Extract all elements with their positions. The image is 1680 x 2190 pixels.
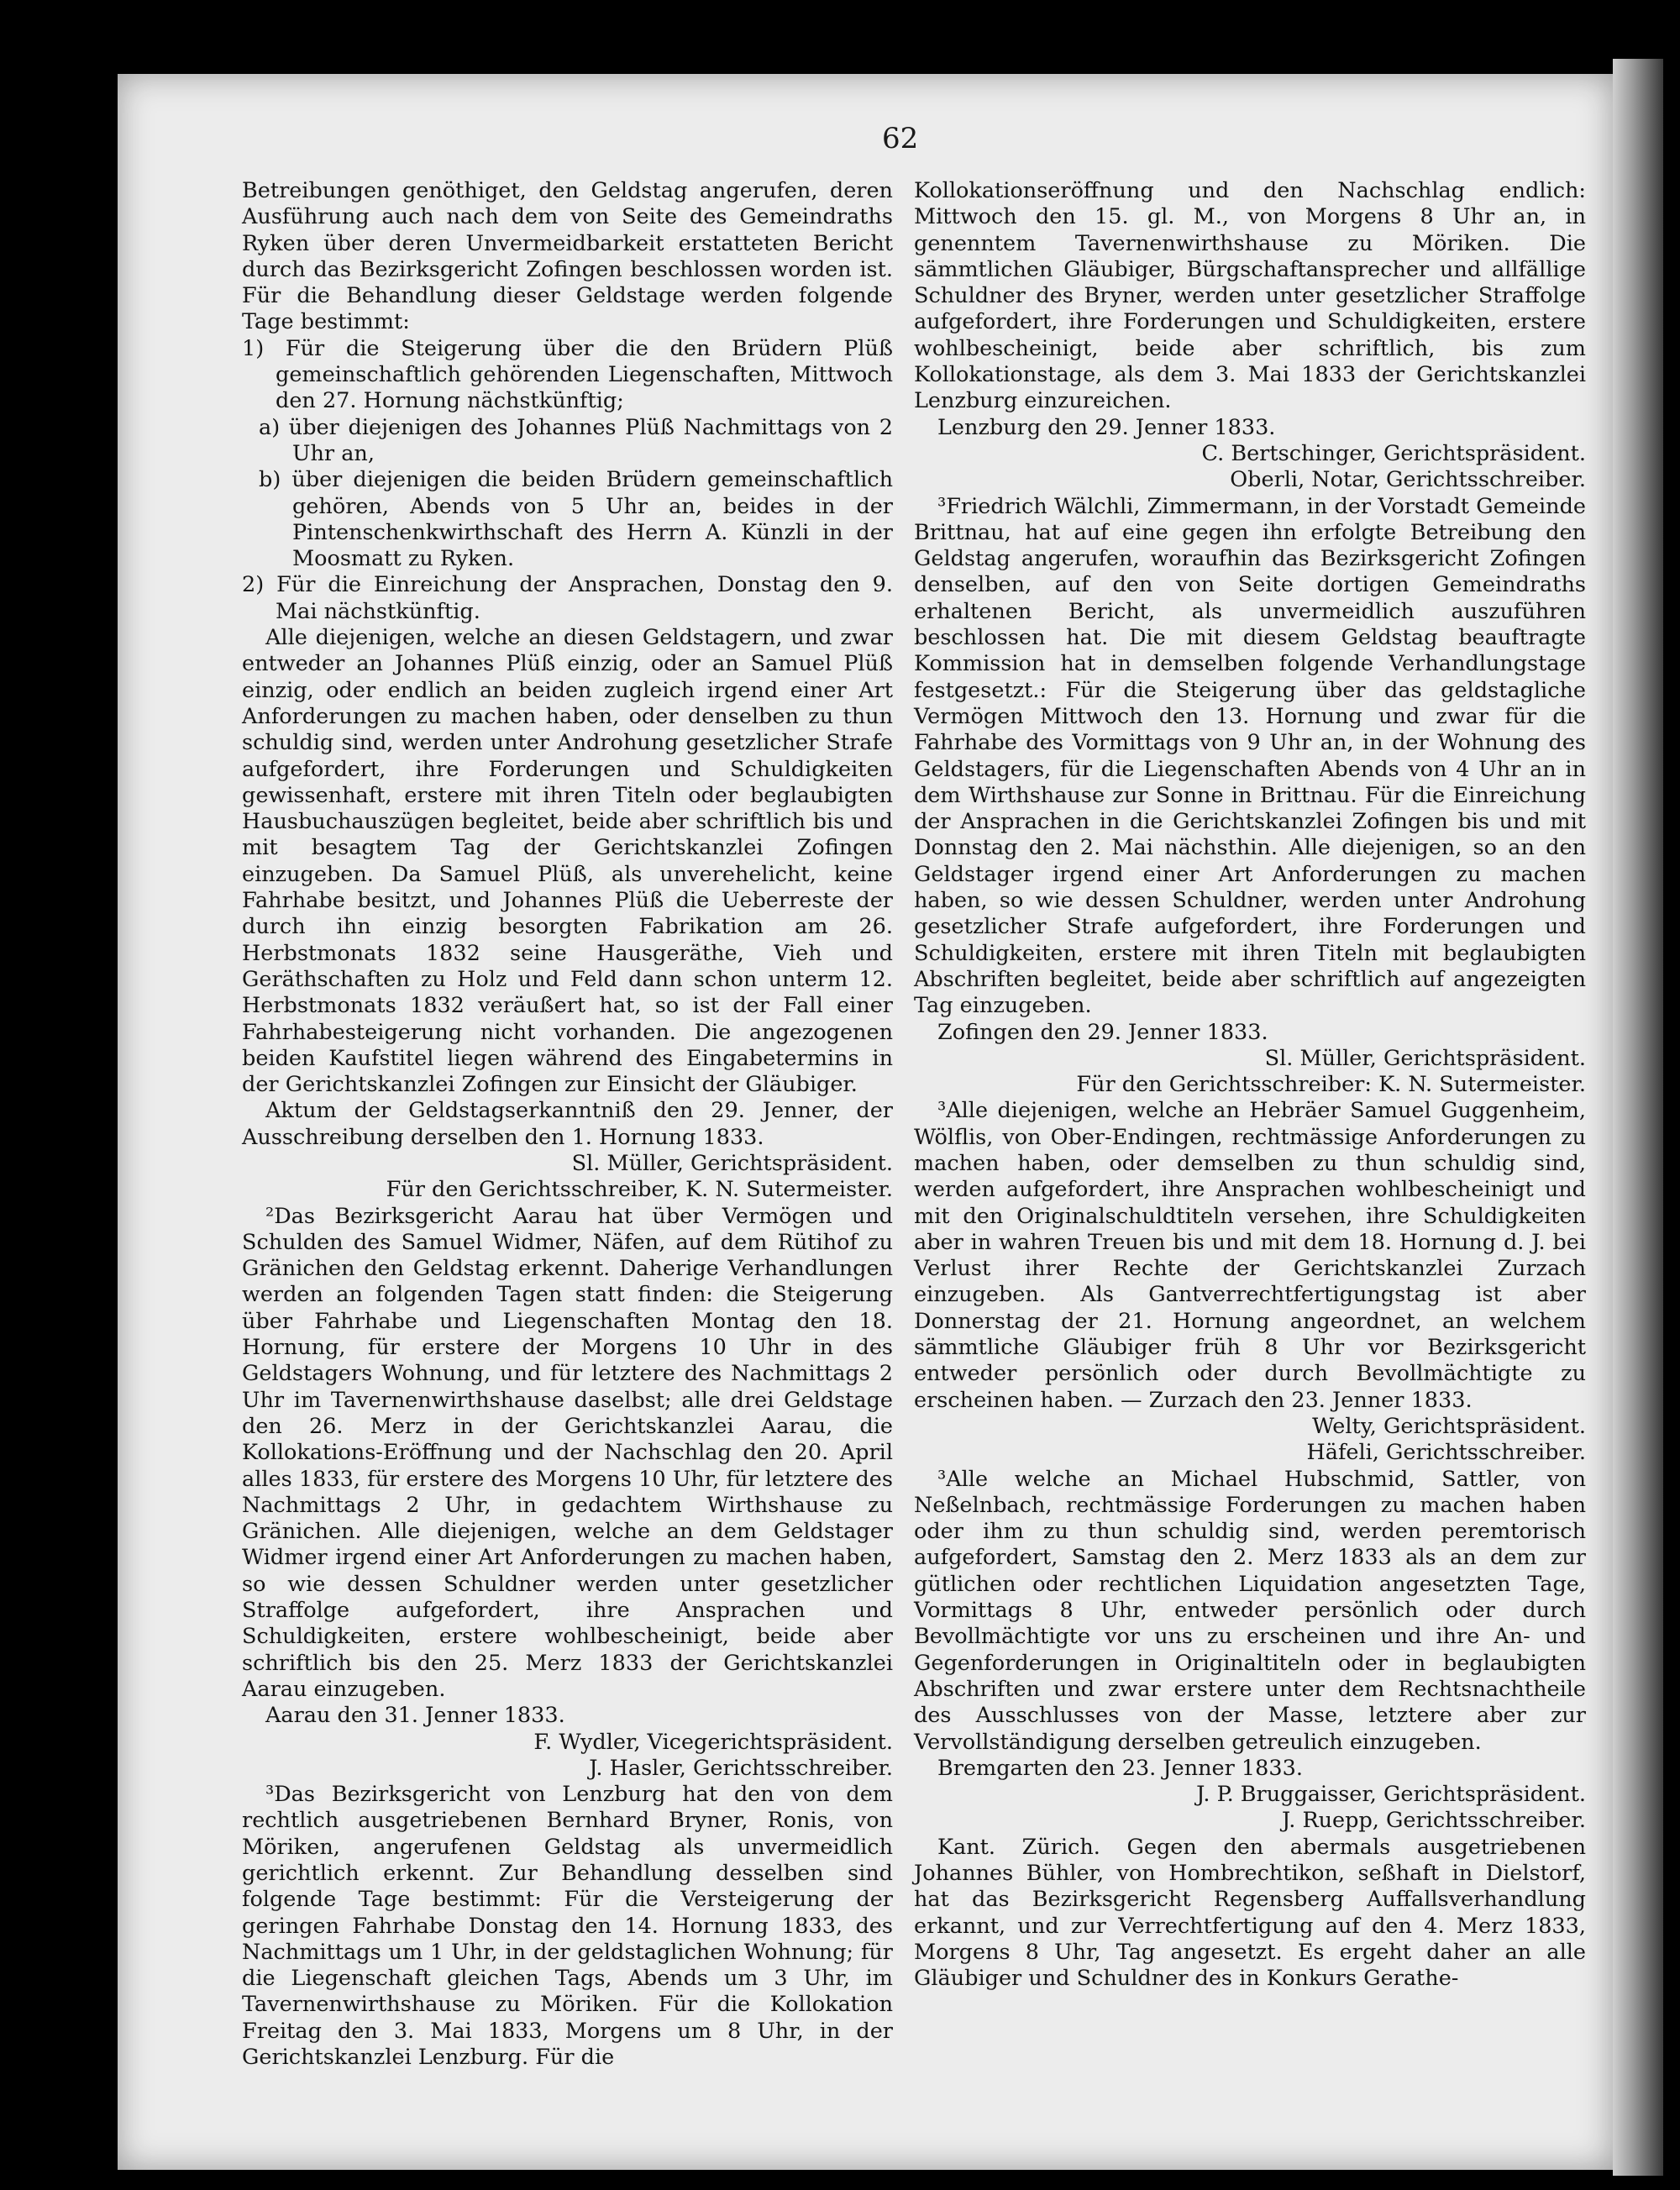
paragraph: Für den Gerichtsschreiber, K. N. Sutermeister. bbox=[386, 1177, 893, 1203]
paragraph: Sl. Müller, Gerichtspräsident. bbox=[1264, 1045, 1586, 1071]
paragraph: 1) Für die Steigerung über die den Brüdern Plüß gemeinschaftlich gehörenden Liegenschaften, Mittwoch den 27. Hornung nächstkünftig; bbox=[242, 335, 893, 414]
paragraph: Aktum der Geldstagserkanntniß den 29. Jenner, der Ausschreibung derselben den 1. Hornung 1833. bbox=[242, 1098, 893, 1150]
paragraph: Welty, Gerichtspräsident. bbox=[1312, 1413, 1586, 1439]
paragraph: ²Das Bezirksgericht Aarau hat über Vermögen und Schulden des Samuel Widmer, Näfen, auf dem Rütihof zu Gränichen den Geldstag erkennt. Daherige Verhandlungen werden an folgenden Tagen statt finden: die Steigerung über Fahrhabe und Liegenschaften Montag den 18. Hornung, für erstere der Morgens 10 Uhr in des Geldstagers Wohnung, und für letztere des Nachmittags 2 Uhr im Tavernenwirthshause daselbst; alle drei Geldstage den 26. Merz in der Gerichtskanzlei Aarau, die Kollokations-Eröffnung und der Nachschlag den 20. April alles 1833, für erstere des Morgens 10 Uhr, für letztere des Nachmittags 2 Uhr, in gedachtem Wirthshause zu Gränichen. Alle diejenigen, welche an dem Geldstager Widmer irgend einer Art Anforderungen zu machen haben, so wie dessen Schuldner werden unter gesetzlicher Straffolge aufgefordert, ihre Ansprachen und Schuldigkeiten, erstere wohlbescheinigt, beide aber schriftlich bis den 25. Merz 1833 der Gerichtskanzlei Aarau einzugeben. bbox=[242, 1203, 893, 1702]
page-edge bbox=[1613, 59, 1663, 2176]
paragraph: b) über diejenigen die beiden Brüdern gemeinschaftlich gehören, Abends von 5 Uhr an, beides in der Pintenschenkwirthschaft des Herrn A. Künzli in der Moosmatt zu Ryken. bbox=[259, 467, 893, 572]
paragraph: Alle diejenigen, welche an diesen Geldstagern, und zwar entweder an Johannes Plüß einzig, oder an Samuel Plüß einzig, oder endlich an beiden zugleich irgend einer Art Anforderungen zu machen haben, oder denselben zu thun schuldig sind, werden unter Androhung gesetzlicher Strafe aufgefordert, ihre Forderungen und Schuldigkeiten gewissenhaft, erstere mit ihren Titeln oder beglaubigten Hausbuchauszügen begleitet, beide aber schriftlich bis und mit besagtem Tag der Gerichtskanzlei Zofingen einzugeben. Da Samuel Plüß, als unverehelicht, keine Fahrhabe besitzt, und Johannes Plüß die Ueberreste der durch ihn einzig besorgten Fabrikation am 26. Herbstmonats 1832 seine Hausgeräthe, Vieh und Geräthschaften zu Holz und Feld dann schon unterm 12. Herbstmonats 1832 veräußert hat, so ist der Fall einer Fahrhabesteigerung nicht vorhanden. Die angezogenen beiden Kaufstitel liegen während des Eingabetermins in der Gerichtskanzlei Zofingen zur Einsicht der Gläubiger. bbox=[242, 625, 893, 1098]
page-number: 62 bbox=[882, 122, 919, 155]
paragraph: Kant. Zürich. Gegen den abermals ausgetriebenen Johannes Bühler, von Hombrechtikon, seßhaft in Dielstorf, hat das Bezirksgericht Regensberg Auffallsverhandlung erkannt, und zur Verrechtfertigung auf den 4. Merz 1833, Morgens 8 Uhr, Tag angesetzt. Es ergeht daher an alle Gläubiger und Schuldner des in Konkurs Gerathe- bbox=[914, 1834, 1586, 1992]
paragraph: Häfeli, Gerichtsschreiber. bbox=[1306, 1440, 1586, 1466]
paragraph: Kollokationseröffnung und den Nachschlag endlich: Mittwoch den 15. gl. M., von Morgens 8 Uhr an, in genenntem Tavernenwirthshause zu Möriken. Die sämmtlichen Gläubiger, Bürgschaftansprecher und allfällige Schuldner des Bryner, werden unter gesetzlicher Straffolge aufgefordert, ihre Forderungen und Schuldigkeiten, erstere wohlbescheinigt, beide aber schriftlich, bis zum Kollokationstage, als dem 3. Mai 1833 der Gerichtskanzlei Lenzburg einzureichen. bbox=[914, 178, 1586, 414]
paragraph: J. P. Bruggaisser, Gerichtspräsident. bbox=[1196, 1782, 1586, 1808]
paragraph: 2) Für die Einreichung der Ansprachen, Donstag den 9. Mai nächstkünftig. bbox=[242, 572, 893, 624]
right-column bbox=[914, 178, 1586, 1992]
paragraph: ³Friedrich Wälchli, Zimmermann, in der Vorstadt Gemeinde Brittnau, hat auf eine gegen ihn erfolgte Betreibung den Geldstag angerufen, woraufhin das Bezirksgericht Zofingen denselben, auf den von Seite dortigen Gemeindraths erhaltenen Bericht, als unvermeidlich auszuführen beschlossen hat. Die mit diesem Geldstag beauftragte Kommission hat in demselben folgende Verhandlungstage festgesetzt.: Für die Steigerung über das geldstagliche Vermögen Mittwoch den 13. Hornung und zwar für die Fahrhabe des Vormittags von 9 Uhr an, in der Wohnung des Geldstagers, für die Liegenschaften Abends von 4 Uhr an in dem Wirthshause zur Sonne in Brittnau. Für die Einreichung der Ansprachen in die Gerichtskanzlei Zofingen bis und mit Donnstag den 2. Mai nächsthin. Alle diejenigen, so an den Geldstager irgend einer Art Anforderungen zu machen haben, so wie dessen Schuldner, werden unter Androhung gesetzlicher Strafe aufgefordert, ihre Forderungen und Schuldigkeiten, erstere mit ihren Titeln mit beglaubigten Abschriften begleitet, beide aber schriftlich auf angezeigten Tag einzugeben. bbox=[914, 493, 1586, 1019]
paragraph: Aarau den 31. Jenner 1833. bbox=[265, 1703, 565, 1729]
paragraph: ³Das Bezirksgericht von Lenzburg hat den von dem rechtlich ausgetriebenen Bernhard Bryner, Ronis, von Möriken, angerufenen Geldstag als unvermeidlich gerichtlich erkennt. Zur Behandlung desselben sind folgende Tage bestimmt: Für die Versteigerung der geringen Fahrhabe Donstag den 14. Hornung 1833, des Nachmittags um 1 Uhr, in der geldstaglichen Wohnung; für die Liegenschaft gleichen Tags, Abends um 3 Uhr, im Tavernenwirthshause zu Möriken. Für die Kollokation Freitag den 3. Mai 1833, Morgens um 8 Uhr, in der Gerichtskanzlei Lenzburg. Für die bbox=[242, 1782, 893, 2071]
left-column bbox=[242, 178, 893, 2071]
paragraph: Lenzburg den 29. Jenner 1833. bbox=[937, 414, 1276, 440]
paragraph: J. Ruepp, Gerichtsschreiber. bbox=[1281, 1808, 1586, 1834]
paragraph: Für den Gerichtsschreiber: K. N. Sutermeister. bbox=[1076, 1072, 1586, 1098]
paragraph: J. Hasler, Gerichtsschreiber. bbox=[589, 1755, 893, 1781]
paragraph: C. Bertschinger, Gerichtspräsident. bbox=[1201, 440, 1586, 466]
paragraph: Oberli, Notar, Gerichtsschreiber. bbox=[1230, 467, 1586, 493]
paragraph: F. Wydler, Vicegerichtspräsident. bbox=[533, 1729, 893, 1755]
paragraph: ³Alle diejenigen, welche an Hebräer Samuel Guggenheim, Wölflis, von Ober-Endingen, rechtmässige Anforderungen zu machen haben, oder demselben zu thun schuldig sind, werden aufgefordert, ihre Ansprachen wohlbescheinigt und mit den Originalschuldtiteln versehen, ihre Schuldigkeiten aber in wahren Treuen bis und mit dem 18. Hornung d. J. bei Verlust ihrer Rechte der Gerichtskanzlei Zurzach einzugeben. Als Gantverrechtfertigungstag ist aber Donnerstag der 21. Hornung angeordnet, an welchem sämmtliche Gläubiger früh 8 Uhr vor Bezirksgericht entweder persönlich oder durch Bevollmächtigte zu erscheinen haben. — Zurzach den 23. Jenner 1833. bbox=[914, 1098, 1586, 1413]
paragraph: Zofingen den 29. Jenner 1833. bbox=[937, 1019, 1268, 1045]
paragraph: ³Alle welche an Michael Hubschmid, Sattler, von Neßelnbach, rechtmässige Forderungen zu machen haben oder ihm zu thun schuldig sind, werden peremtorisch aufgefordert, Samstag den 2. Merz 1833 als an dem zur gütlichen oder rechtlichen Liquidation angesetzten Tage, Vormittags 8 Uhr, entweder persönlich oder durch Bevollmächtigte vor uns zu erscheinen und ihre An- und Gegenforderungen in Originaltiteln oder in beglaubigten Abschriften und zwar erstere unter dem Rechtsnachtheile des Ausschlusses von der Masse, letztere aber zur Vervollständigung derselben getreulich einzugeben. bbox=[914, 1466, 1586, 1755]
paragraph: Betreibungen genöthiget, den Geldstag angerufen, deren Ausführung auch nach dem von Seite des Gemeindraths Ryken über deren Unvermeidbarkeit erstatteten Bericht durch das Bezirksgericht Zofingen beschlossen worden ist. Für die Behandlung dieser Geldstage werden folgende Tage bestimmt: bbox=[242, 178, 893, 335]
paragraph: a) über diejenigen des Johannes Plüß Nachmittags von 2 Uhr an, bbox=[259, 414, 893, 466]
paragraph: Bremgarten den 23. Jenner 1833. bbox=[937, 1755, 1303, 1781]
paragraph: Sl. Müller, Gerichtspräsident. bbox=[571, 1150, 893, 1176]
